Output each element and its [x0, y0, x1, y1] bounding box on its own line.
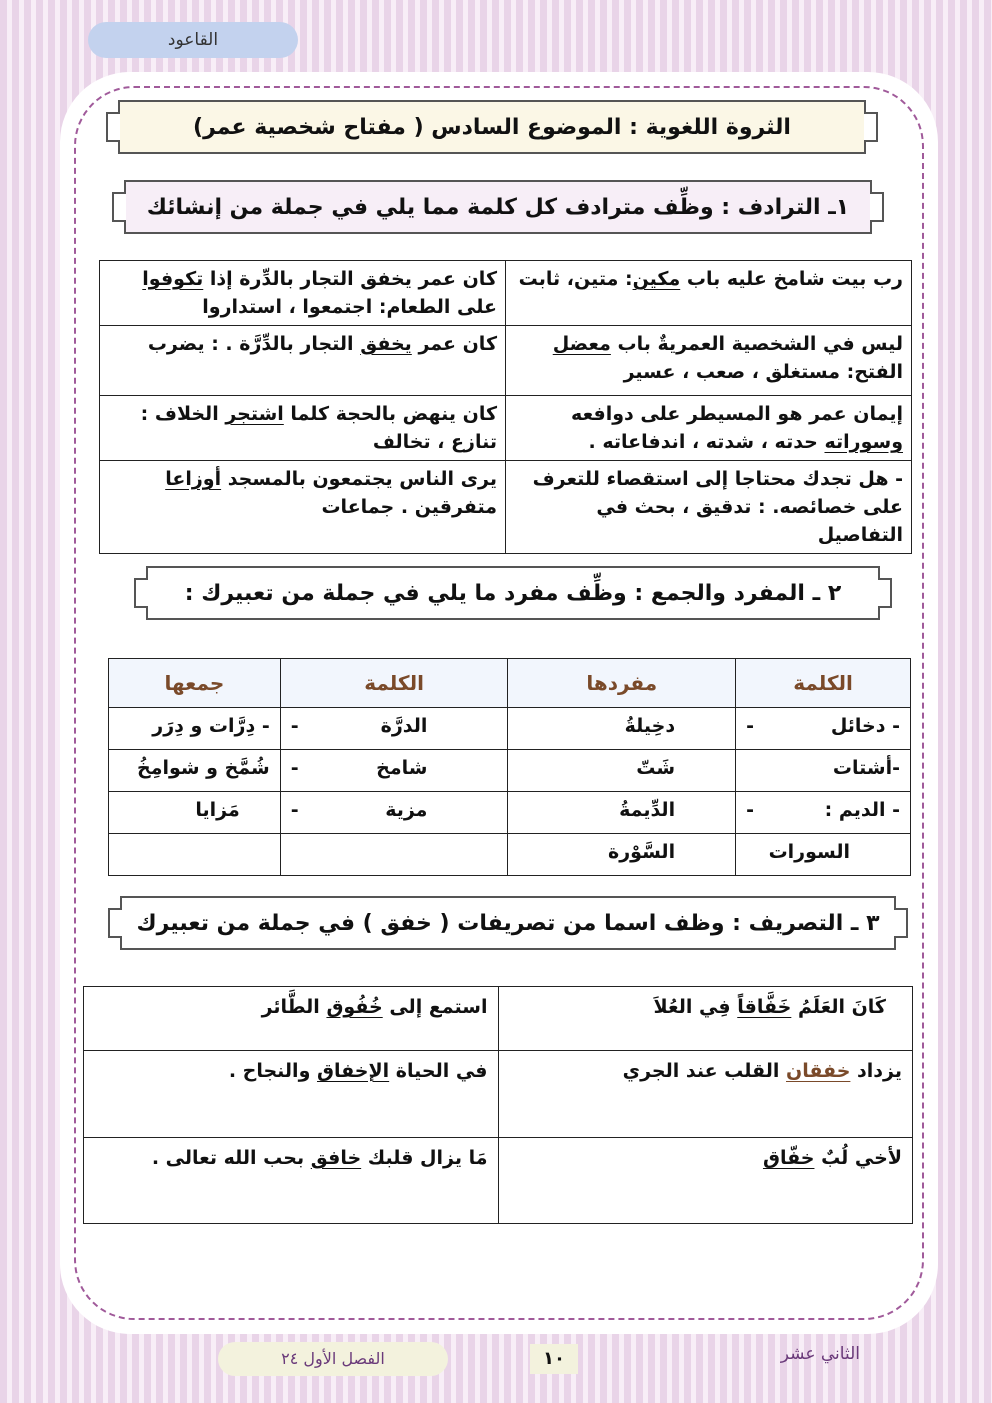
- table-cell: مَزايا: [109, 792, 281, 834]
- table-row: [100, 261, 912, 326]
- table-cell: رب بيت شامخ عليه باب مكين: متين، ثابت: [506, 261, 912, 326]
- column-header: مفردها: [508, 659, 736, 708]
- target-word: معضل: [552, 333, 611, 355]
- synonyms-table: [99, 260, 912, 554]
- table-row: [109, 834, 911, 876]
- target-word: خفقان: [786, 1060, 851, 1082]
- table-cell: يزداد خفقان القلب عند الجري: [498, 1051, 913, 1138]
- section1-heading: ١ـ الترادف : وظِّف مترادف كل كلمة مما يلي في جملة من إنشائك: [146, 194, 850, 220]
- column-header: الكلمة: [736, 659, 911, 708]
- table-cell: مزية -: [280, 792, 508, 834]
- table-cell: شَتّ: [508, 750, 736, 792]
- target-word: الإخفاق: [317, 1060, 390, 1082]
- table-cell: كان ينهض بالحجة كلما اشتجر الخلاف : تنازع ، تخالف: [100, 396, 506, 461]
- table-cell: كان عمر يخفق التجار بالدِّرَّة . : يضرب: [100, 326, 506, 396]
- table-cell: كان عمر يخفق التجار بالدِّرة إذا تكوفوا على الطعام: اجتمعوا ، استداروا: [100, 261, 506, 326]
- table-row: [84, 1138, 913, 1224]
- target-word: وسوراته: [824, 431, 903, 453]
- table-row: [100, 396, 912, 461]
- table-cell: مَا يزال قلبك خافق بحب الله تعالى .: [84, 1138, 499, 1224]
- table-cell: - الديم : -: [736, 792, 911, 834]
- table-cell: - دخائل -: [736, 708, 911, 750]
- table-row: [100, 326, 912, 396]
- column-header: الكلمة: [280, 659, 508, 708]
- singular-plural-table: [108, 658, 911, 876]
- conjugation-table: [83, 986, 913, 1224]
- target-word: أوزاعا: [165, 468, 222, 490]
- table-cell: -أشتات: [736, 750, 911, 792]
- section2-banner: [146, 566, 880, 620]
- table-row: [109, 750, 911, 792]
- grade-label: الثاني عشر: [780, 1344, 860, 1364]
- target-word: خُفُوق: [326, 996, 383, 1018]
- target-word: خافق: [310, 1147, 362, 1169]
- section3-banner: [120, 896, 896, 950]
- table-row: [109, 792, 911, 834]
- table-row: [109, 708, 911, 750]
- section1-banner: [124, 180, 872, 234]
- table-cell: إيمان عمر هو المسيطر على دوافعه وسوراته حدته ، شدته ، اندفاعاته .: [506, 396, 912, 461]
- author-name: القاعود: [88, 22, 298, 58]
- table-header-row: [109, 659, 911, 708]
- section2-heading: ٢ ـ المفرد والجمع : وظِّف مفرد ما يلي في جملة من تعبيرك :: [184, 580, 842, 606]
- table-cell: الدِّيمةُ: [508, 792, 736, 834]
- table-row: [84, 1051, 913, 1138]
- table-cell: [280, 834, 508, 876]
- table-cell: كَانَ العَلَمُ خَفَّاقاً فِي العُلاَ: [498, 987, 913, 1051]
- target-word: مكين: [632, 268, 681, 290]
- table-row: [84, 987, 913, 1051]
- table-cell: استمع إلى خُفُوق الطَّائر: [84, 987, 499, 1051]
- table-cell: السورات: [736, 834, 911, 876]
- table-cell: يرى الناس يجتمعون بالمسجد أوزاعا متفرقين . جماعات: [100, 461, 506, 554]
- page-number: ١٠: [530, 1344, 578, 1374]
- table-cell: الدرَّة -: [280, 708, 508, 750]
- table-cell: السَّوْرة: [508, 834, 736, 876]
- target-word: خفّاق: [762, 1147, 815, 1169]
- table-cell: ليس في الشخصية العمريةٌ باب معضل الفتح: مستغلق ، صعب ، عسير: [506, 326, 912, 396]
- table-cell: شامخ -: [280, 750, 508, 792]
- table-cell: - دِرَّات و دِرَر: [109, 708, 281, 750]
- target-word: يخفق: [360, 333, 412, 355]
- table-cell: في الحياة الإخفاق والنجاح .: [84, 1051, 499, 1138]
- target-word: اشتجر: [225, 403, 284, 425]
- page-title-banner: [118, 100, 866, 154]
- table-cell: دخِيلةُ: [508, 708, 736, 750]
- section3-heading: ٣ ـ التصريف : وظف اسما من تصريفات ( خفق ) في جملة من تعبيرك: [136, 910, 880, 936]
- table-row: [100, 461, 912, 554]
- table-cell: شُمَّخ و شوامِخُ: [109, 750, 281, 792]
- term-label: الفصل الأول ٢٤: [218, 1342, 448, 1376]
- page-title: الثروة اللغوية : الموضوع السادس ( مفتاح شخصية عمر): [193, 114, 791, 140]
- table-cell: [109, 834, 281, 876]
- target-word: تكوفوا: [142, 268, 204, 290]
- target-word: خَفَّاقاً: [737, 996, 792, 1018]
- table-cell: - هل تجدك محتاجا إلى استقصاء للتعرف على خصائصه. : تدقيق ، بحث في التفاصيل: [506, 461, 912, 554]
- column-header: جمعها: [109, 659, 281, 708]
- table-cell: لأخي لُبٌ خفّاق: [498, 1138, 913, 1224]
